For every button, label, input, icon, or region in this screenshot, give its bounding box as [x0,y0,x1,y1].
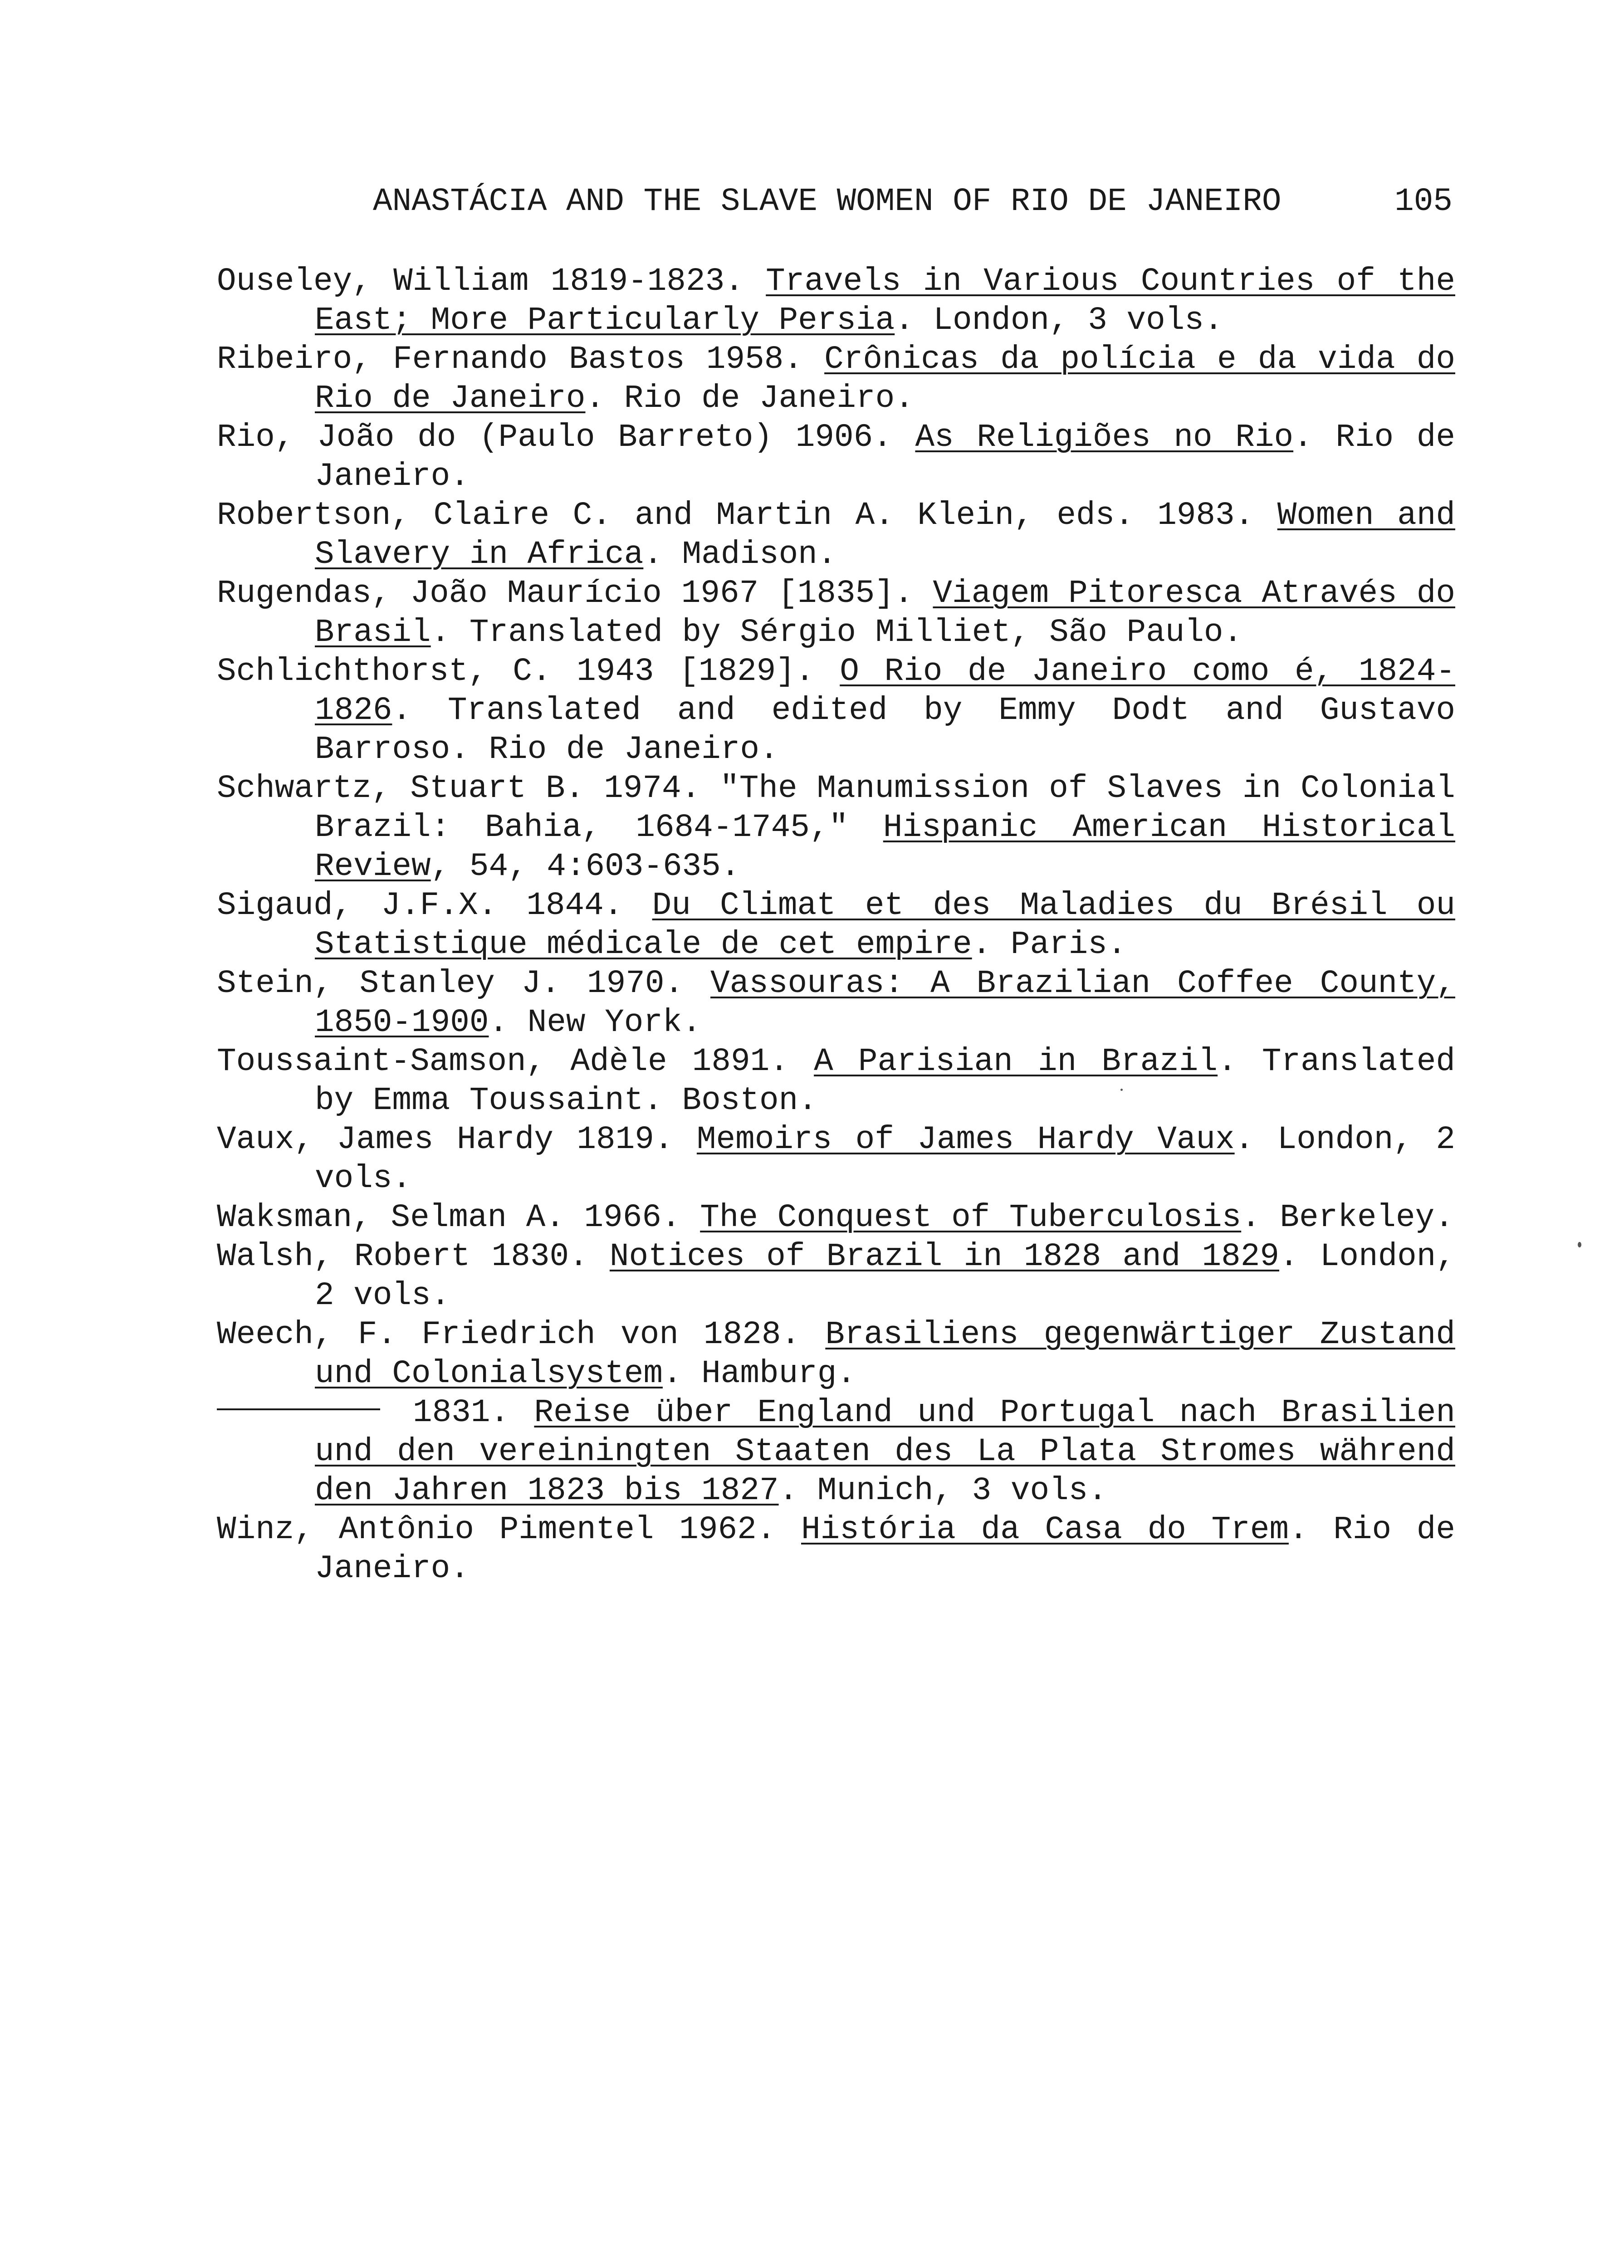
bibliography-list [217,262,1455,1589]
page-number: 105 [1394,184,1453,220]
entry-title: Women and Slavery in Africa [315,498,1456,573]
bibliography-entry [217,1393,1455,1510]
bibliography-entry [217,1315,1455,1393]
entry-publication: . Translated by Sérgio Milliet, São Paulo. [430,615,1243,651]
ditto-rule [217,1408,380,1410]
entry-author-date: Rugendas, João Maurício 1967 [1835]. [217,576,933,612]
entry-publication: , 54, 4:603-635. [430,849,740,885]
entry-publication: . Paris. [972,927,1127,963]
bibliography-entry [217,1042,1455,1120]
entry-author-date: Weech, F. Friedrich von 1828. [217,1317,826,1353]
entry-title: Brasiliens gegenwärtiger Zustand und Colonialsystem [315,1317,1455,1392]
bibliography-entry [217,1120,1455,1198]
entry-publication: . Rio de Janeiro. [315,420,1455,495]
scan-speck [1120,1089,1123,1091]
entry-title: A Parisian in Brazil [814,1044,1218,1080]
scan-speck [1578,1242,1581,1247]
entry-title: Notices of Brazil in 1828 and 1829 [609,1239,1279,1275]
bibliography-entry [217,574,1455,652]
entry-author-date: Stein, Stanley J. 1970. [217,966,711,1002]
running-title: ANASTÁCIA AND THE SLAVE WOMEN OF RIO DE JANEIRO [373,184,1282,220]
entry-author-date: 1831. [413,1395,534,1431]
running-head [373,181,1453,222]
entry-publication: . London, 2 vols. [315,1122,1455,1197]
entry-title: As Religiões no Rio [915,420,1294,456]
entry-publication: . Translated by Emma Toussaint. Boston. [315,1044,1455,1119]
bibliography-entry [217,262,1455,340]
entry-title: Memoirs of James Hardy Vaux [696,1122,1235,1158]
entry-publication: . Madison. [643,537,837,573]
entry-publication: . Hamburg. [662,1356,856,1392]
entry-title: O Rio de Janeiro como é, 1824-1826 [315,654,1455,729]
entry-publication: . Berkeley. [1241,1200,1454,1236]
bibliography-entry [217,418,1455,496]
entry-publication: . Translated and edited by Emmy Dodt and Gustavo Barroso. Rio de Janeiro. [315,693,1455,768]
entry-author-date: Sigaud, J.F.X. 1844. [217,888,652,924]
entry-title: Crônicas da polícia e da vida do Rio de Janeiro [315,342,1455,417]
entry-title: História da Casa do Trem [801,1512,1289,1548]
entry-title: Reise über England und Portugal nach Brasilien und den vereiningten Staaten des La Plata Stromes während den Jahren 1823 bis 1827 [315,1395,1455,1509]
bibliography-entry [217,1198,1455,1237]
entry-publication: . London, 2 vols. [315,1239,1456,1314]
entry-author-date: Robertson, Claire C. and Martin A. Klein, eds. 1983. [217,498,1277,534]
bibliography-entry [217,1237,1455,1315]
entry-publication: . New York. [489,1005,702,1041]
entry-title: Vassouras: A Brazilian Coffee County, 1850-1900 [315,966,1455,1041]
entry-author-date: Vaux, James Hardy 1819. [217,1122,697,1158]
entry-title: Travels in Various Countries of the East; More Particularly Persia [315,264,1455,339]
entry-publication: . Rio de Janeiro. [585,381,914,417]
entry-publication: . Rio de Janeiro. [315,1512,1455,1587]
bibliography-entry [217,886,1455,964]
entry-author-date: Rio, João do (Paulo Barreto) 1906. [217,420,915,456]
entry-author-date: Ribeiro, Fernando Bastos 1958. [217,342,825,378]
entry-author-date: Schwartz, Stuart B. 1974. "The Manumission of Slaves in Colonial Brazil: Bahia, 1684-1745," [217,771,1455,846]
bibliography-entry [217,340,1455,418]
bibliography-entry [217,1510,1455,1589]
entry-title: Du Climat et des Maladies du Brésil ou Statistique médicale de cet empire [315,888,1455,963]
entry-author-date: Toussaint-Samson, Adèle 1891. [217,1044,814,1080]
bibliography-entry [217,652,1455,769]
entry-author-date: Schlichthorst, C. 1943 [1829]. [217,654,840,690]
entry-title: Viagem Pitoresca Através do Brasil [315,576,1455,651]
entry-publication: . Munich, 3 vols. [778,1473,1107,1509]
entry-author-date: Ouseley, William 1819-1823. [217,264,766,300]
entry-publication: . London, 3 vols. [895,303,1223,339]
entry-title: The Conquest of Tuberculosis [700,1200,1242,1236]
entry-author-date: Winz, Antônio Pimentel 1962. [217,1512,801,1548]
entry-author-date: Walsh, Robert 1830. [217,1239,610,1275]
entry-author-date: Waksman, Selman A. 1966. [217,1200,700,1236]
bibliography-entry [217,496,1455,574]
bibliography-entry [217,769,1455,886]
entry-title: Hispanic American Historical Review [315,810,1456,885]
bibliography-entry [217,964,1455,1042]
